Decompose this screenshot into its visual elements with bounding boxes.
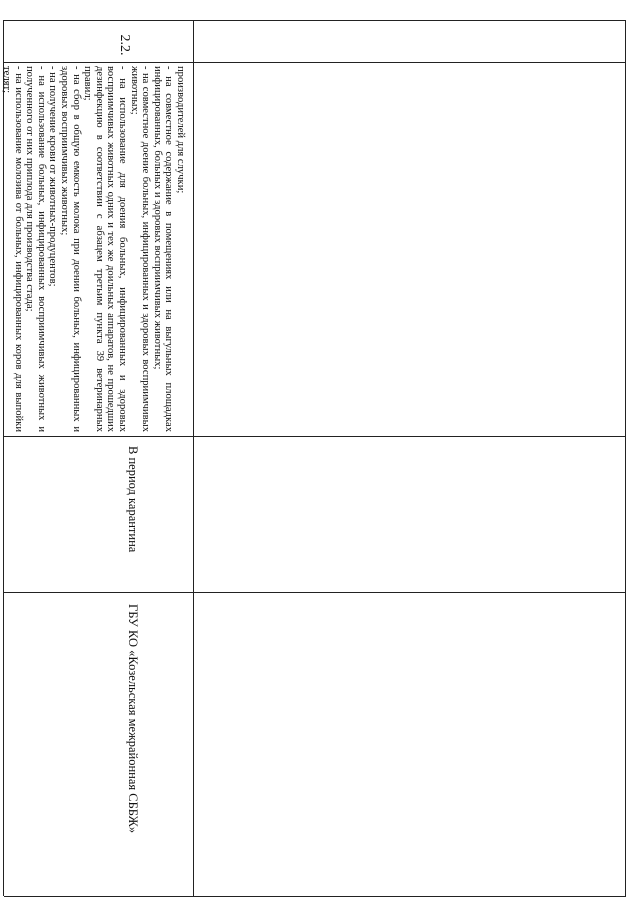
measure-paragraph: - на использование больных, инфицированных восприимчивых животных и полученного от них приплода для производства стада;	[24, 66, 47, 432]
measure-paragraph	[0, 66, 1, 432]
column-divider-period	[4, 592, 626, 593]
column-divider-text	[4, 436, 626, 437]
table-top-border	[625, 20, 626, 896]
table-right-border	[4, 896, 626, 897]
organization-cell: ГБУ КО «Козельская межрайонная СББЖ»	[126, 604, 140, 834]
measure-paragraph: производителей для случки;	[175, 66, 186, 194]
measure-paragraph: - на использование для доения больных, инфицированных и здоровых восприимчивых животных одних и тех же доильных аппаратов, не прошедших дезинфекцию в соответствии с абзацем третьим пункта 39 ветеринарных правил;	[82, 66, 129, 432]
measure-paragraph: - на совместное доение больных, инфицированных и здоровых восприимчивых животных;	[128, 66, 152, 432]
row-number: 2.2.	[117, 34, 132, 56]
measures-text	[1, 66, 186, 432]
column-divider-num	[4, 62, 626, 63]
row-divider	[193, 20, 194, 896]
measure-paragraph: - на совместное содержание в помещениях или на выгульных площадках инфицированных, больных и здоровых восприимчивых животных;	[151, 66, 175, 432]
table-left-border	[4, 20, 626, 21]
period-cell: В период карантина	[126, 446, 140, 553]
measure-paragraph: - на сбор в общую емкость молока при доении больных, инфицированных и здоровых восприимчивых животных;	[59, 66, 82, 432]
measure-paragraph: - на использование молозива от больных, инфицированных коров для выпойки телят;	[1, 66, 24, 432]
measure-paragraph: - на получение крови от животных-продуцентов;	[47, 66, 59, 287]
